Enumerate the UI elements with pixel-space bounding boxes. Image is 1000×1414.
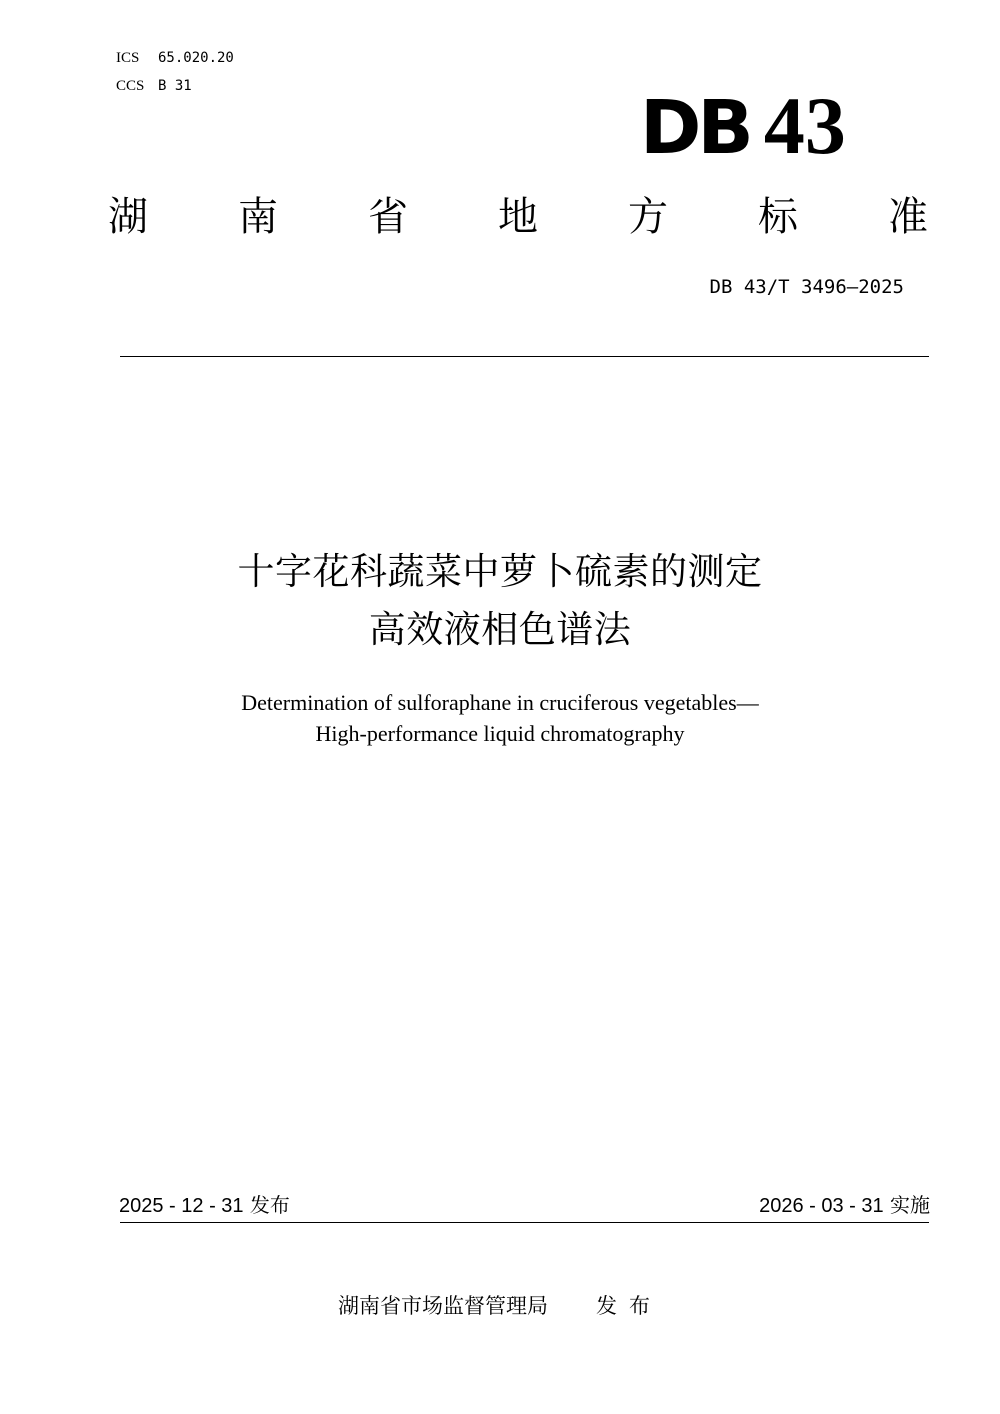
title-cn-line2: 高效液相色谱法 <box>368 608 632 651</box>
implement-date-label: 实施 <box>890 1193 930 1217</box>
ccs-code <box>116 76 192 95</box>
issuer-name: 湖南省市场监督管理局 <box>338 1294 548 1318</box>
release-date-value: 2025 - 12 - 31 <box>119 1195 244 1217</box>
standard-type-char: 方 <box>628 194 668 240</box>
title-cn-line1: 十字花科蔬菜中萝卜硫素的测定 <box>237 550 763 593</box>
issuer-action: 发布 <box>596 1294 662 1318</box>
standard-type-char: 湖 <box>108 194 148 240</box>
db-logo-letters: DB <box>640 85 750 171</box>
standard-number: DB 43/T 3496—2025 <box>709 276 904 298</box>
standard-type-char: 准 <box>888 194 928 240</box>
ccs-label: CCS <box>116 78 145 94</box>
ics-code <box>116 48 234 67</box>
ics-value: 65.020.20 <box>158 50 234 66</box>
release-date-label: 发布 <box>249 1193 290 1217</box>
ccs-value: B 31 <box>158 78 192 94</box>
issuer-line <box>0 1292 1000 1320</box>
release-date <box>119 1192 290 1219</box>
db-logo-number: 43 <box>763 80 846 171</box>
standard-type-char: 省 <box>368 194 408 240</box>
title-en-line2: High-performance liquid chromatography <box>315 721 685 746</box>
top-divider <box>120 356 929 357</box>
standard-type-char: 标 <box>758 194 798 240</box>
standard-type-char: 地 <box>498 194 538 240</box>
title-en-line1: Determination of sulforaphane in cruciferous vegetables— <box>241 690 759 715</box>
db-logo <box>640 80 870 171</box>
implement-date <box>759 1192 930 1219</box>
implement-date-value: 2026 - 03 - 31 <box>759 1195 884 1217</box>
standard-type-heading <box>108 192 928 242</box>
ics-label: ICS <box>116 50 140 66</box>
standard-type-char: 南 <box>238 194 278 240</box>
bottom-divider <box>120 1222 929 1223</box>
